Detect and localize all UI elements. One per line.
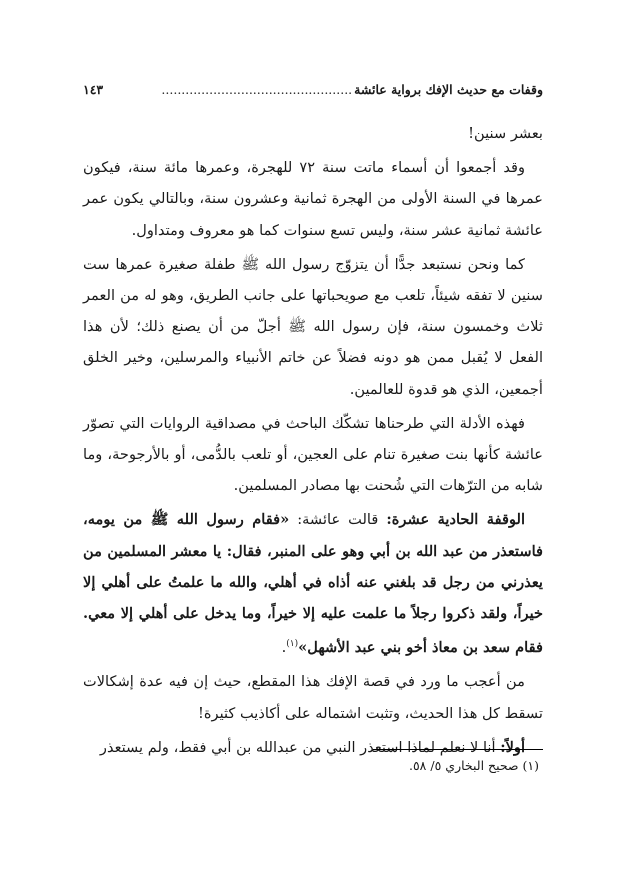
page-number: ١٤٣ — [83, 82, 104, 97]
paragraph-4: فهذه الأدلة التي طرحناها تشكّك الباحث في مصداقية الروايات التي تصوّر عائشة كأنها بنت صغيرة تنام على العجين، أو تلعب بالدُّمى، أو بالأرجوحة، وما شابه من الترّهات التي شُحنت بها مصادر المسلمين. — [83, 414, 543, 495]
header-leader-dots: ................................................ — [161, 82, 353, 97]
paragraph-5-end: . — [281, 639, 287, 657]
point-text: أنا لا نعلم لماذا استعذر النبي من عبدالله بن أبي فقط، ولم يستعذر — [99, 738, 501, 756]
point-label: أولاً: — [500, 738, 525, 756]
running-header — [83, 82, 543, 104]
paragraph-3: كما ونحن نستبعد جدًّا أن يتزوّج رسول الله ﷺ طفلة صغيرة عمرها ست سنين لا تفقه شيئاً، تلعب مع صويحباتها على جانب الطريق، وهو له من العمر ثلاث وخمسون سنة، فإن رسول الله ﷺ أجلّ من أن يصنع ذلك؛ لأن هذا الفعل لا يُقبل ممن هو دونه فضلاً عن خاتم الأنبياء والمرسلين، وخير الخلق أجمعين، الذي هو قدوة للعالمين. — [83, 255, 543, 398]
body-text — [83, 118, 543, 763]
footnote: (١) صحيح البخاري ٥/ ٥٨. — [408, 758, 539, 773]
book-page — [83, 82, 543, 773]
paragraph-6: من أعجب ما ورد في قصة الإفك هذا المقطع، حيث إن فيه عدة إشكالات تسقط كل هذا الحديث، وتثبت اشتماله على أكاذيب كثيرة! — [83, 673, 543, 722]
paragraph-5 — [83, 504, 543, 663]
paragraph-2: وقد أجمعوا أن أسماء ماتت سنة ٧٢ للهجرة، وعمرها مائة سنة، فيكون عمرها في السنة الأولى من الهجرة ثمانية وعشرون سنة، وبالتالي يكون عمر عائشة ثمانية عشر سنة، وليس تسع سنوات كما هو معروف ومتداول. — [83, 159, 543, 239]
section-intro: قالت عائشة: — [289, 511, 387, 529]
footnote-reference[interactable]: (١) — [286, 639, 299, 650]
header-title: وقفات مع حديث الإفك برواية عائشة — [354, 82, 543, 97]
section-heading: الوقفة الحادية عشرة: — [386, 511, 526, 529]
paragraph-1: بعشر سنين! — [468, 125, 543, 142]
hadith-quote: «فقام رسول الله ﷺ من يومه، فاستعذر من عبد الله بن أبي وهو على المنبر، فقال: يا معشر المسلمين من يعذرني من رجل قد بلغني عنه أذاه في أهلي، والله ما علمتُ على أهلي إلا خيراً، ولقد ذكروا رجلاً ما علمت عليه إلا خيراً، وما يدخل على أهلي إلا معي. فقام سعد بن معاذ أخو بني عبد الأشهل» — [83, 511, 543, 657]
footnote-divider — [373, 749, 543, 750]
